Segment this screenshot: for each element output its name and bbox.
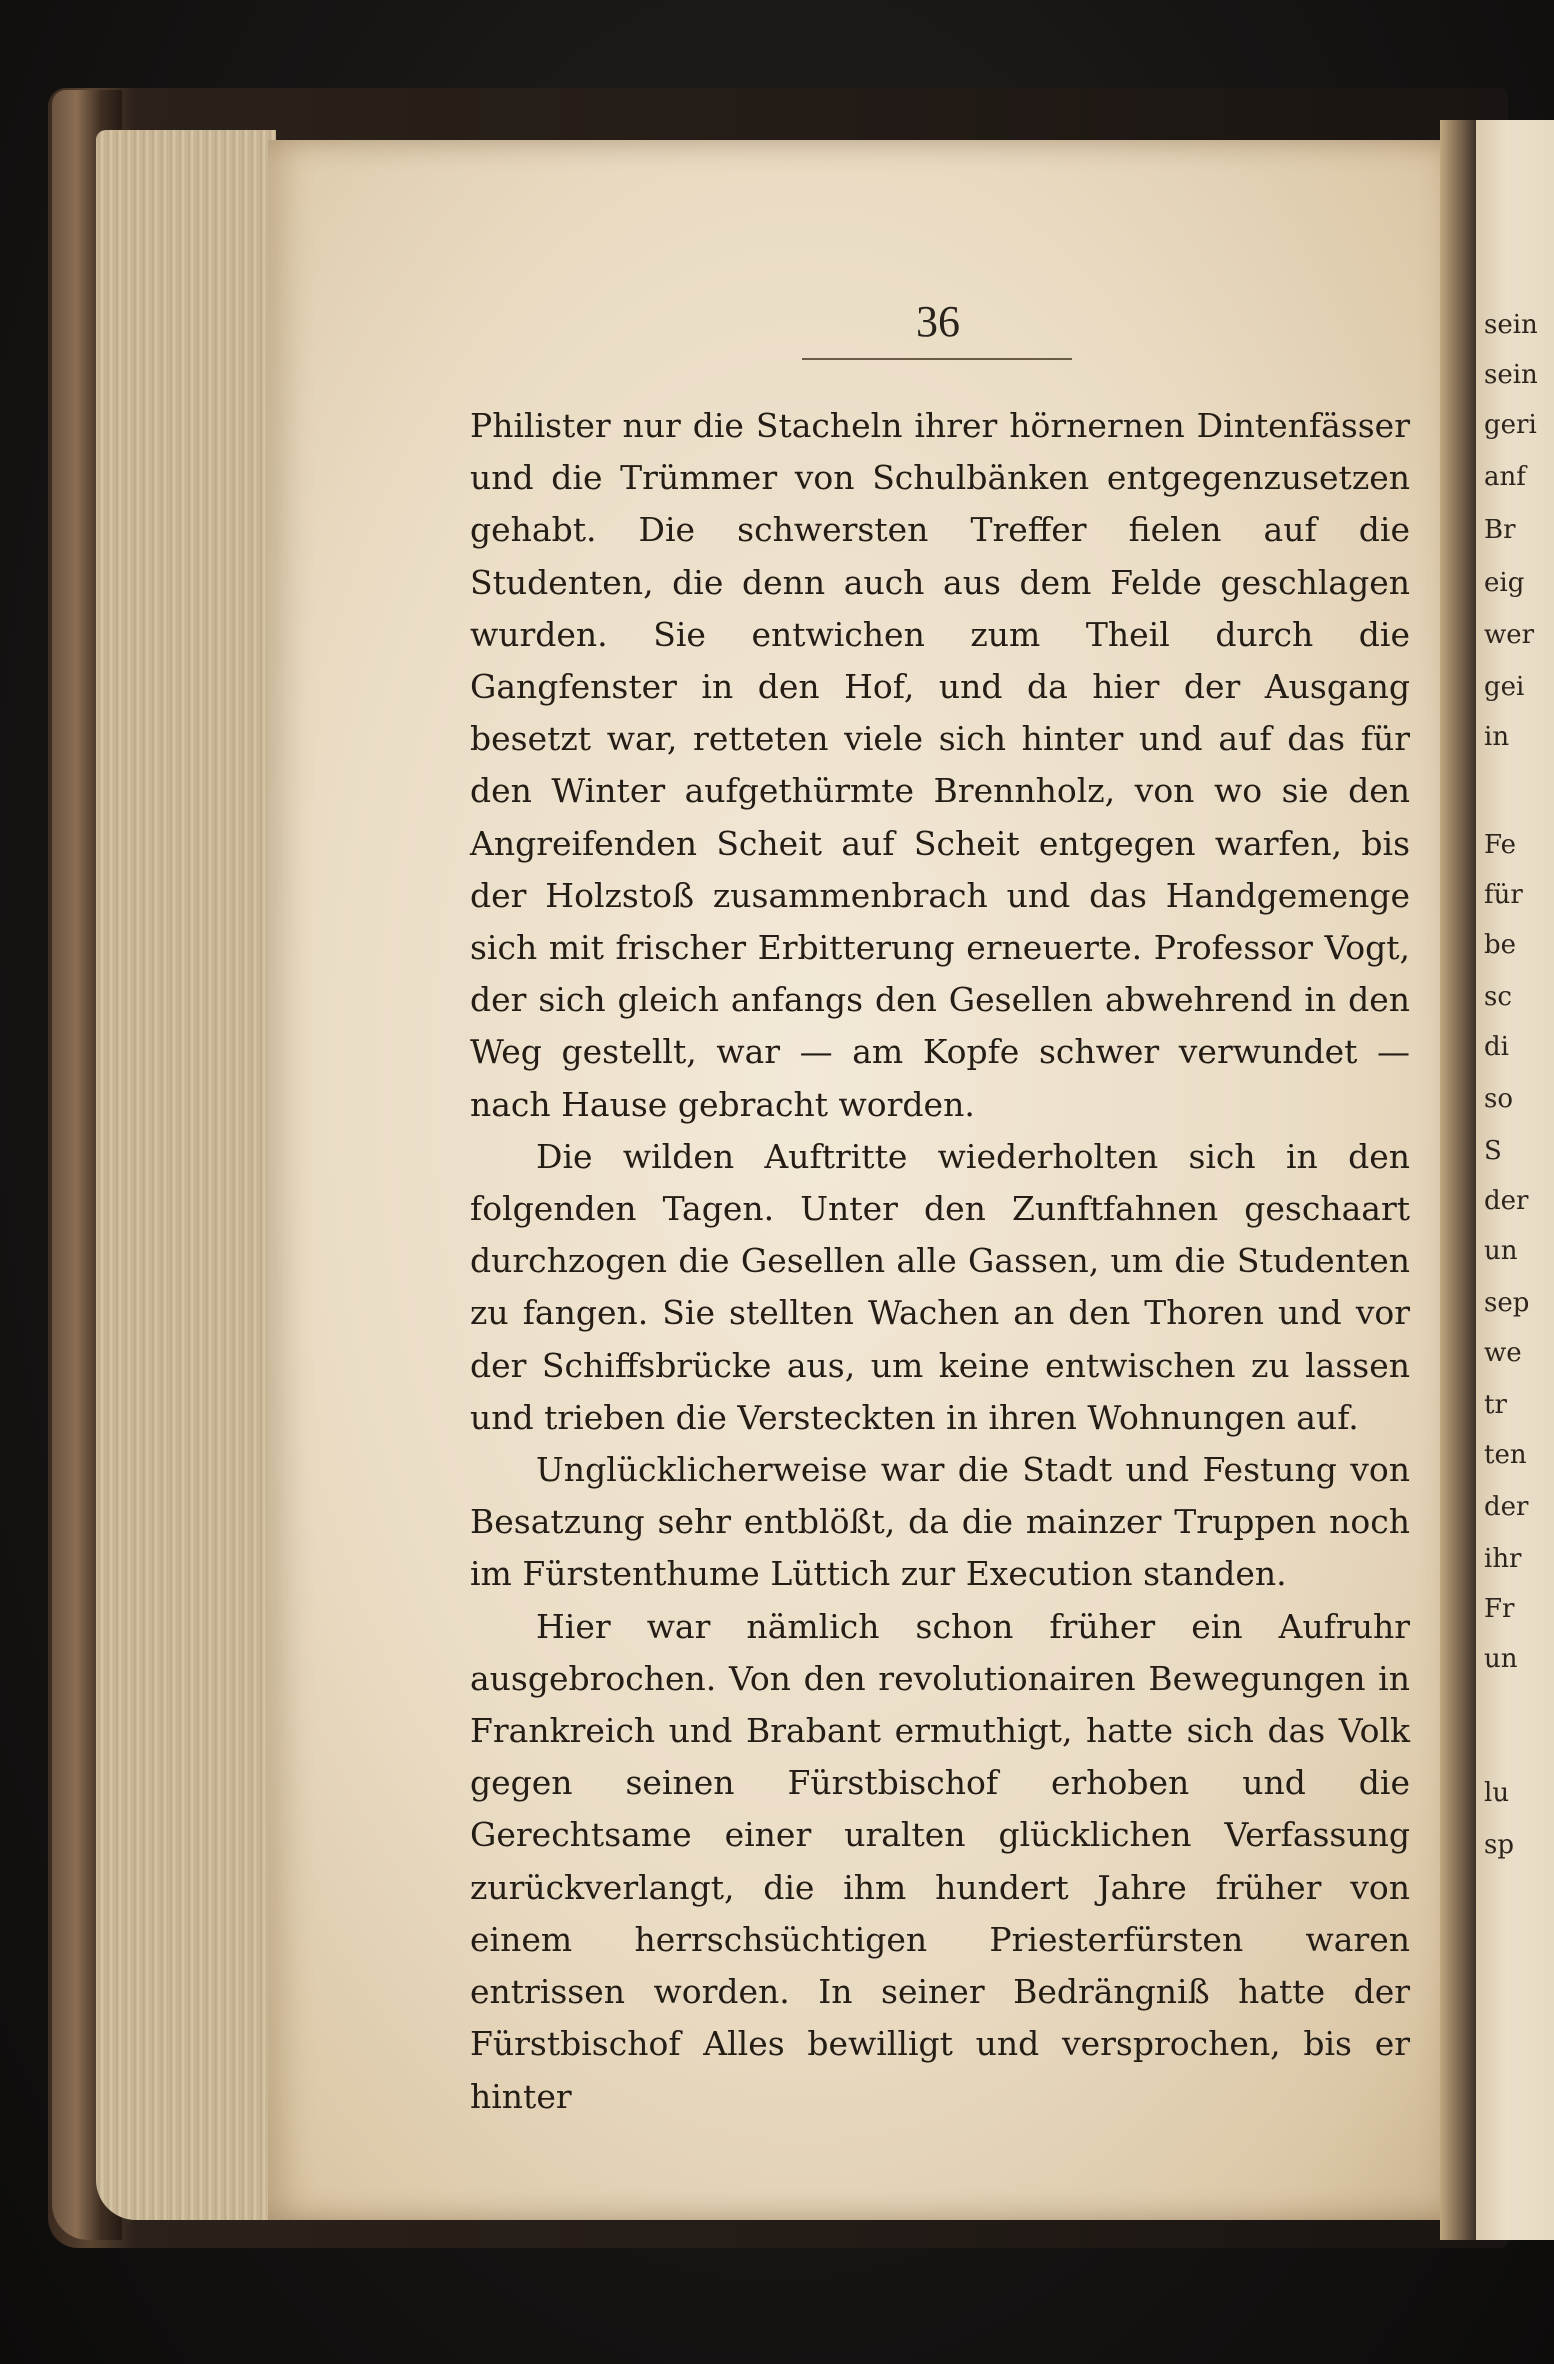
facing-page-fragment: eig (1484, 568, 1525, 598)
facing-page-edge (1476, 120, 1554, 2240)
facing-page-fragment: lu (1484, 1778, 1510, 1808)
facing-page-fragment: so (1484, 1084, 1513, 1114)
facing-page-fragment: anf (1484, 462, 1526, 492)
facing-page-fragment: sein (1484, 360, 1538, 390)
facing-page-fragment: gei (1484, 672, 1525, 702)
facing-page-fragment: tr (1484, 1390, 1507, 1420)
facing-page-fragment: sep (1484, 1288, 1530, 1318)
facing-page-fragment: Fr (1484, 1594, 1515, 1624)
facing-page-fragment: S (1484, 1136, 1502, 1166)
facing-page-fragment: Fe (1484, 830, 1517, 860)
header-rule (802, 358, 1072, 360)
facing-page-fragment: Br (1484, 515, 1516, 545)
facing-page-fragment: di (1484, 1032, 1509, 1062)
facing-page-fragment: ihr (1484, 1544, 1522, 1574)
facing-page-fragment: in (1484, 722, 1510, 752)
page-number: 36 (916, 297, 960, 346)
facing-page-fragment: sc (1484, 982, 1512, 1012)
facing-page-fragment: we (1484, 1338, 1522, 1368)
facing-page-fragment: ten (1484, 1440, 1527, 1470)
facing-page-fragment: sp (1484, 1830, 1514, 1860)
facing-page-fragment: für (1484, 880, 1523, 910)
paragraph: Philister nur die Stacheln ihrer hörnernen Dintenfässer und die Trümmer von Schulbänken entgegenzusetzen gehabt. Die schwersten Treffer fielen auf die Studenten, die denn auch aus dem Felde geschlagen wurden. Sie entwichen zum Theil durch die Gangfenster in den Hof, und da hier der Ausgang besetzt war, retteten viele sich hinter und auf das für den Winter aufgethürmte Brennholz, von wo sie den Angreifenden Scheit auf Scheit entgegen warfen, bis der Holzstoß zusammenbrach und das Handgemenge sich mit frischer Erbitterung erneuerte. Professor Vogt, der sich gleich anfangs den Gesellen abwehrend in den Weg gestellt, war — am Kopfe schwer verwundet — nach Hause gebracht worden. (470, 406, 1410, 1124)
page-stack-edges (96, 130, 276, 2220)
facing-page-fragment: der (1484, 1186, 1529, 1216)
facing-page-fragment: geri (1484, 410, 1537, 440)
facing-page-fragment: sein (1484, 310, 1538, 340)
paragraph: Unglücklicherweise war die Stadt und Festung von Besatzung sehr entblößt, da die mainzer Truppen noch im Fürstenthume Lüttich zur Execution standen. (470, 1450, 1410, 1594)
facing-page-fragment: der (1484, 1492, 1529, 1522)
facing-page-fragment: un (1484, 1644, 1518, 1674)
book-gutter (1440, 120, 1480, 2240)
facing-page-fragment: be (1484, 930, 1517, 960)
page-body-text (470, 400, 1410, 2123)
paragraph: Hier war nämlich schon früher ein Aufruhr ausgebrochen. Von den revolutionairen Bewegungen in Frankreich und Brabant ermuthigt, hatte sich das Volk gegen seinen Fürstbischof erhoben und die Gerechtsame einer uralten glücklichen Verfassung zurückverlangt, die ihm hundert Jahre früher von einem herrschsüchtigen Priesterfürsten waren entrissen worden. In seiner Bedrängniß hatte der Fürstbischof Alles bewilligt und versprochen, bis er hinter (470, 1606, 1410, 2116)
facing-page-fragment: wer (1484, 620, 1535, 650)
paragraph: Die wilden Auftritte wiederholten sich in den folgenden Tagen. Unter den Zunftfahnen geschaart durchzogen die Gesellen alle Gassen, um die Studenten zu fangen. Sie stellten Wachen an den Thoren und vor der Schiffsbrücke aus, um keine entwischen zu lassen und trieben die Versteckten in ihren Wohnungen auf. (470, 1136, 1410, 1437)
facing-page-fragment: un (1484, 1236, 1518, 1266)
